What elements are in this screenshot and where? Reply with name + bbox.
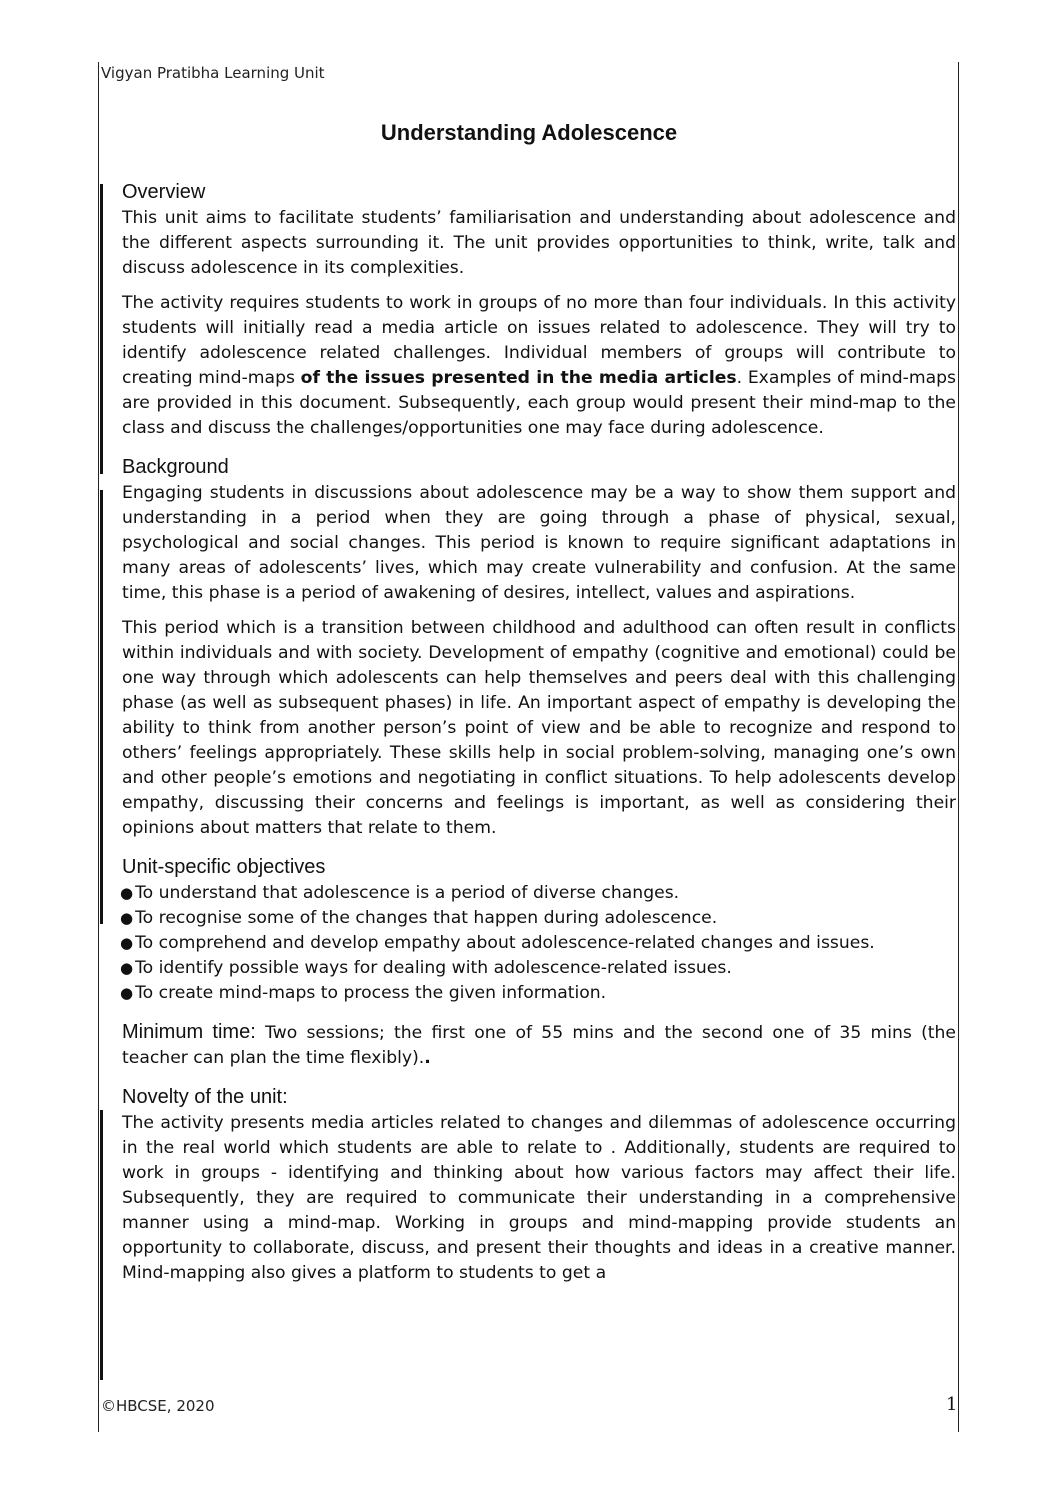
novelty-paragraph-1: The activity presents media articles related to changes and dilemmas of adolescence occurring in the real world which students are able to relate to . Additionally, students are required to work in groups - identifying and thinking about how various factors may affect their life. Subsequently, they are required to communicate their understanding in a comprehensive manner using a mind-map. Working in groups and mind-mapping provide students an opportunity to collaborate, discuss, and present their thoughts and ideas in a creative manner. Mind-mapping also gives a platform to students to get a [122, 1113, 956, 1283]
page-number: 1 [946, 1394, 958, 1415]
objective-text: To understand that adolescence is a period of diverse changes. [135, 883, 680, 903]
section-minimum-time [122, 1020, 956, 1071]
list-item [120, 956, 956, 981]
minimum-time-paragraph [122, 1020, 956, 1071]
objective-text: To comprehend and develop empathy about adolescence-related changes and issues. [135, 933, 875, 953]
section-heading-novelty: Novelty of the unit: [122, 1086, 288, 1108]
page-right-rule [958, 62, 959, 1432]
running-head: Vigyan Pratibha Learning Unit [101, 64, 325, 82]
overview-paragraph-2-text-a: The activity requires students to work in groups of no more than four individuals. In this activity students will initially read a media article on issues related to adolescence. They will try to identify adolescence related challenges. Individual members of groups will contribute to creating mind-maps [122, 293, 956, 388]
page-title: Understanding Adolescence [380, 120, 678, 145]
bullet-icon: ● [120, 934, 134, 952]
overview-paragraph-1: This unit aims to facilitate students’ familiarisation and understanding about adolescence and the different aspects surrounding it. The unit provides opportunities to think, write, talk and discuss adolescence in its complexities. [122, 208, 956, 278]
bullet-icon: ● [120, 959, 134, 977]
overview-paragraph-2-text-b: . Examples of mind-maps are provided in this document. Subsequently, each group would present their mind-map to the class and discuss the challenges/opportunities one may face during adolescence. [122, 368, 956, 438]
background-paragraph-1: Engaging students in discussions about adolescence may be a way to show them support and understanding in a period when they are going through a phase of physical, sexual, psychological and social changes. This period is known to require significant adaptations in many areas of adolescents’ lives, which may create vulnerability and confusion. At the same time, this phase is a period of awakening of desires, intellect, values and aspirations. [122, 483, 956, 603]
page-left-rule [98, 62, 99, 1432]
objective-text: To recognise some of the changes that happen during adolescence. [135, 908, 718, 928]
section-heading-background: Background [122, 456, 229, 478]
change-bar [100, 184, 103, 474]
bullet-icon: ● [120, 984, 134, 1002]
list-item [120, 981, 956, 1006]
section-objectives [122, 855, 956, 1006]
minimum-time-label: Minimum time: [122, 1021, 256, 1043]
change-bar [100, 490, 103, 924]
bullet-icon: ● [120, 909, 134, 927]
overview-paragraph-2-bold: of the issues presented in the media articles [300, 368, 737, 388]
section-heading-overview: Overview [122, 181, 206, 203]
objectives-list [122, 881, 956, 1006]
section-overview [122, 180, 956, 441]
objective-text: To create mind-maps to process the given information. [135, 983, 607, 1003]
objective-text: To identify possible ways for dealing with adolescence-related issues. [135, 958, 732, 978]
section-novelty [122, 1085, 956, 1286]
minimum-time-period: . [424, 1048, 431, 1068]
section-background [122, 455, 956, 841]
list-item [120, 931, 956, 956]
background-paragraph-2: This period which is a transition between childhood and adulthood can often result in conflicts within individuals and with society. Development of empathy (cognitive and emotional) could be one way through which adolescents can help themselves and peers deal with this challenging phase (as well as subsequent phases) in life. An important aspect of empathy is developing the ability to think from another person’s point of view and be able to recognize and respond to others’ feelings appropriately. These skills help in social problem-solving, managing one’s own and other people’s emotions and negotiating in conflict situations. To help adolescents develop empathy, discussing their concerns and feelings is important, as well as considering their opinions about matters that relate to them. [122, 618, 956, 838]
list-item [120, 881, 956, 906]
minimum-time-text: Two sessions; the first one of 55 mins and the second one of 35 mins (the teacher can plan the time flexibly). [122, 1023, 957, 1068]
section-heading-objectives: Unit-specific objectives [122, 856, 326, 878]
overview-paragraph-2 [122, 291, 956, 441]
list-item [120, 906, 956, 931]
change-bar [100, 1110, 103, 1380]
document-body [122, 180, 956, 1286]
bullet-icon: ● [120, 884, 134, 902]
footer-copyright: ©HBCSE, 2020 [101, 1397, 215, 1415]
